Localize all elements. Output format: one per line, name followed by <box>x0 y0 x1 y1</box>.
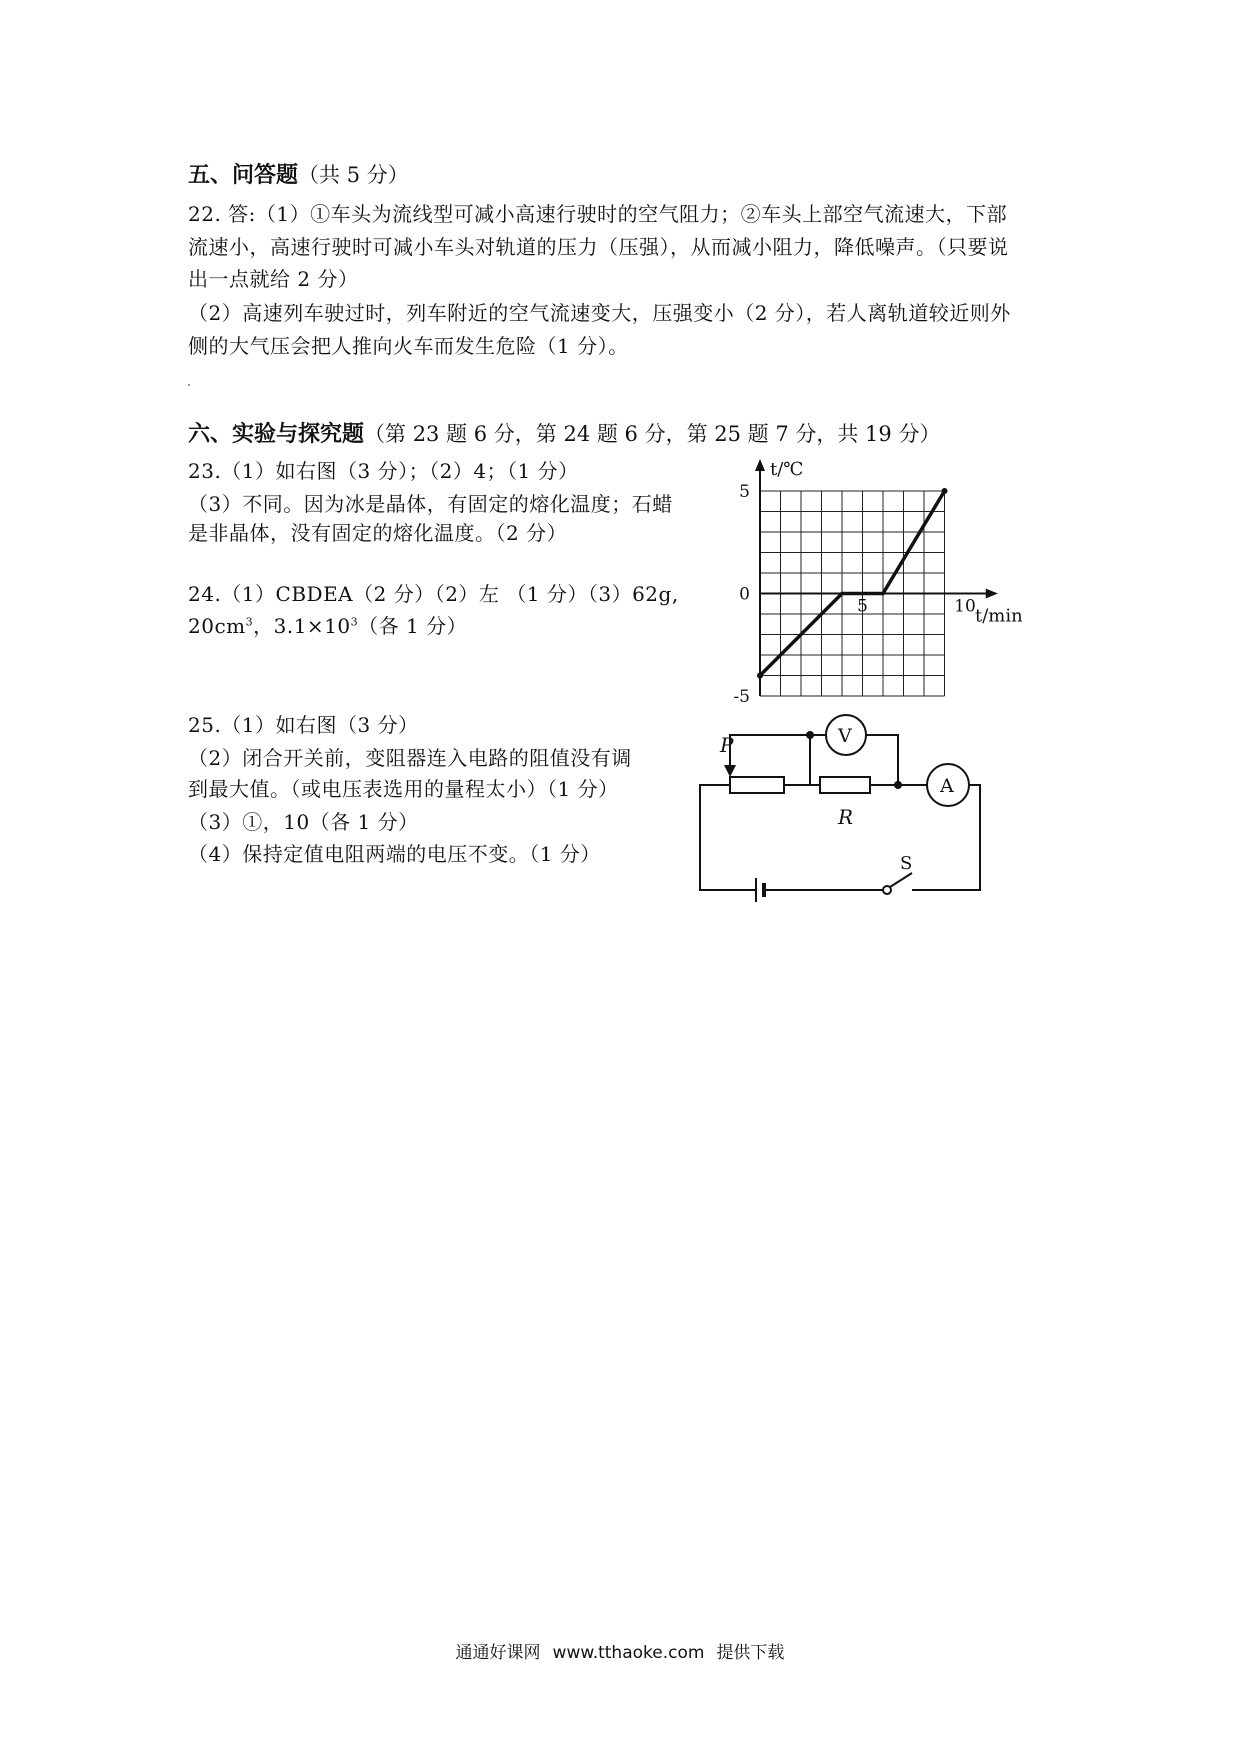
rheostat <box>730 777 784 793</box>
section-5-title: 五、问答题 <box>188 163 299 188</box>
melting-curve-line <box>760 491 945 676</box>
q25-line-3: 到最大值。（或电压表选用的量程太小）（1 分） <box>188 777 619 801</box>
q23-line-2: （3）不同。因为冰是晶体，有固定的熔化温度；石蜡 <box>188 492 673 516</box>
x-tick-label: 10 <box>954 596 976 617</box>
q25-line-4: （3）①，10（各 1 分） <box>188 810 419 834</box>
data-point <box>757 673 763 679</box>
label-p: P <box>720 733 734 757</box>
x-tick-label: 5 <box>857 596 868 617</box>
footer-url[interactable]: www.tthaoke.com <box>552 1643 705 1663</box>
q24-density-exponent: 3 <box>350 615 359 629</box>
q24-volume-exponent: 3 <box>245 615 254 629</box>
q22-line-4: （2）高速列车驶过时，列车附近的空气流速变大，压强变小（2 分），若人离轨道较近则外 <box>188 301 1011 325</box>
section-6-note: （第 23 题 6 分，第 24 题 6 分，第 25 题 7 分，共 19 分） <box>364 422 941 446</box>
q22-line-5: 侧的大气压会把人推向火车而发生危险（1 分）。 <box>188 334 629 358</box>
section-5-note: （共 5 分） <box>298 163 409 187</box>
y-tick-label: 5 <box>739 482 750 502</box>
footer <box>0 1638 1240 1663</box>
q24-density: ，3.1×10 <box>253 614 351 638</box>
q22-line-3: 出一点就给 2 分） <box>188 267 359 291</box>
wire-left <box>700 785 756 890</box>
q24-score: （各 1 分） <box>358 614 468 638</box>
scan-speck <box>188 384 190 386</box>
x-axis-arrow <box>986 589 998 599</box>
q25-line-1: 25.（1）如右图（3 分） <box>188 713 419 737</box>
section-5-heading <box>188 158 409 189</box>
label-v: V <box>838 725 852 747</box>
y-tick-label: 0 <box>739 584 750 605</box>
data-point <box>881 592 885 596</box>
section-6-heading <box>188 417 940 448</box>
slider-arrow <box>724 765 736 777</box>
section-6-title: 六、实验与探究题 <box>188 422 365 447</box>
data-point <box>840 592 844 596</box>
junction-top <box>806 731 814 739</box>
q25-line-5: （4）保持定值电阻两端的电压不变。（1 分） <box>188 842 601 866</box>
x-axis-label: t/min <box>975 605 1023 627</box>
circuit-diagram <box>690 705 1020 895</box>
q25-line-2: （2）闭合开关前，变阻器连入电路的阻值没有调 <box>188 746 632 770</box>
footer-site-name: 通通好课网 <box>455 1643 541 1663</box>
y-tick-label: -5 <box>733 687 750 707</box>
q23-line-1: 23.（1）如右图（3 分）；（2）4；（1 分） <box>188 459 579 483</box>
label-s: S <box>900 853 913 874</box>
label-r: R <box>838 805 854 829</box>
y-axis-arrow <box>755 459 765 471</box>
footer-suffix: 提供下载 <box>716 1643 785 1663</box>
data-point <box>942 488 948 494</box>
q23-line-3: 是非晶体，没有固定的熔化温度。（2 分） <box>188 521 568 545</box>
y-axis-label: t/℃ <box>770 459 804 480</box>
resistor <box>820 777 870 793</box>
junction-right <box>894 781 902 789</box>
q24-line-2 <box>188 610 467 639</box>
switch-pivot <box>883 886 891 894</box>
switch-blade <box>890 873 912 887</box>
label-a: A <box>940 775 954 797</box>
q22-line-1: 22. 答:（1）①车头为流线型可减小高速行驶时的空气阻力；②车头上部空气流速大，下部 <box>188 202 1008 226</box>
q24-volume: 20cm <box>188 614 246 638</box>
q24-line-1: 24.（1）CBDEA（2 分）（2）左 （1 分）（3）62g, <box>188 582 679 606</box>
q22-line-2: 流速小，高速行驶时可减小车头对轨道的压力（压强），从而减小阻力，降低噪声。（只要说 <box>188 235 1009 259</box>
melting-curve-chart <box>730 455 1050 707</box>
